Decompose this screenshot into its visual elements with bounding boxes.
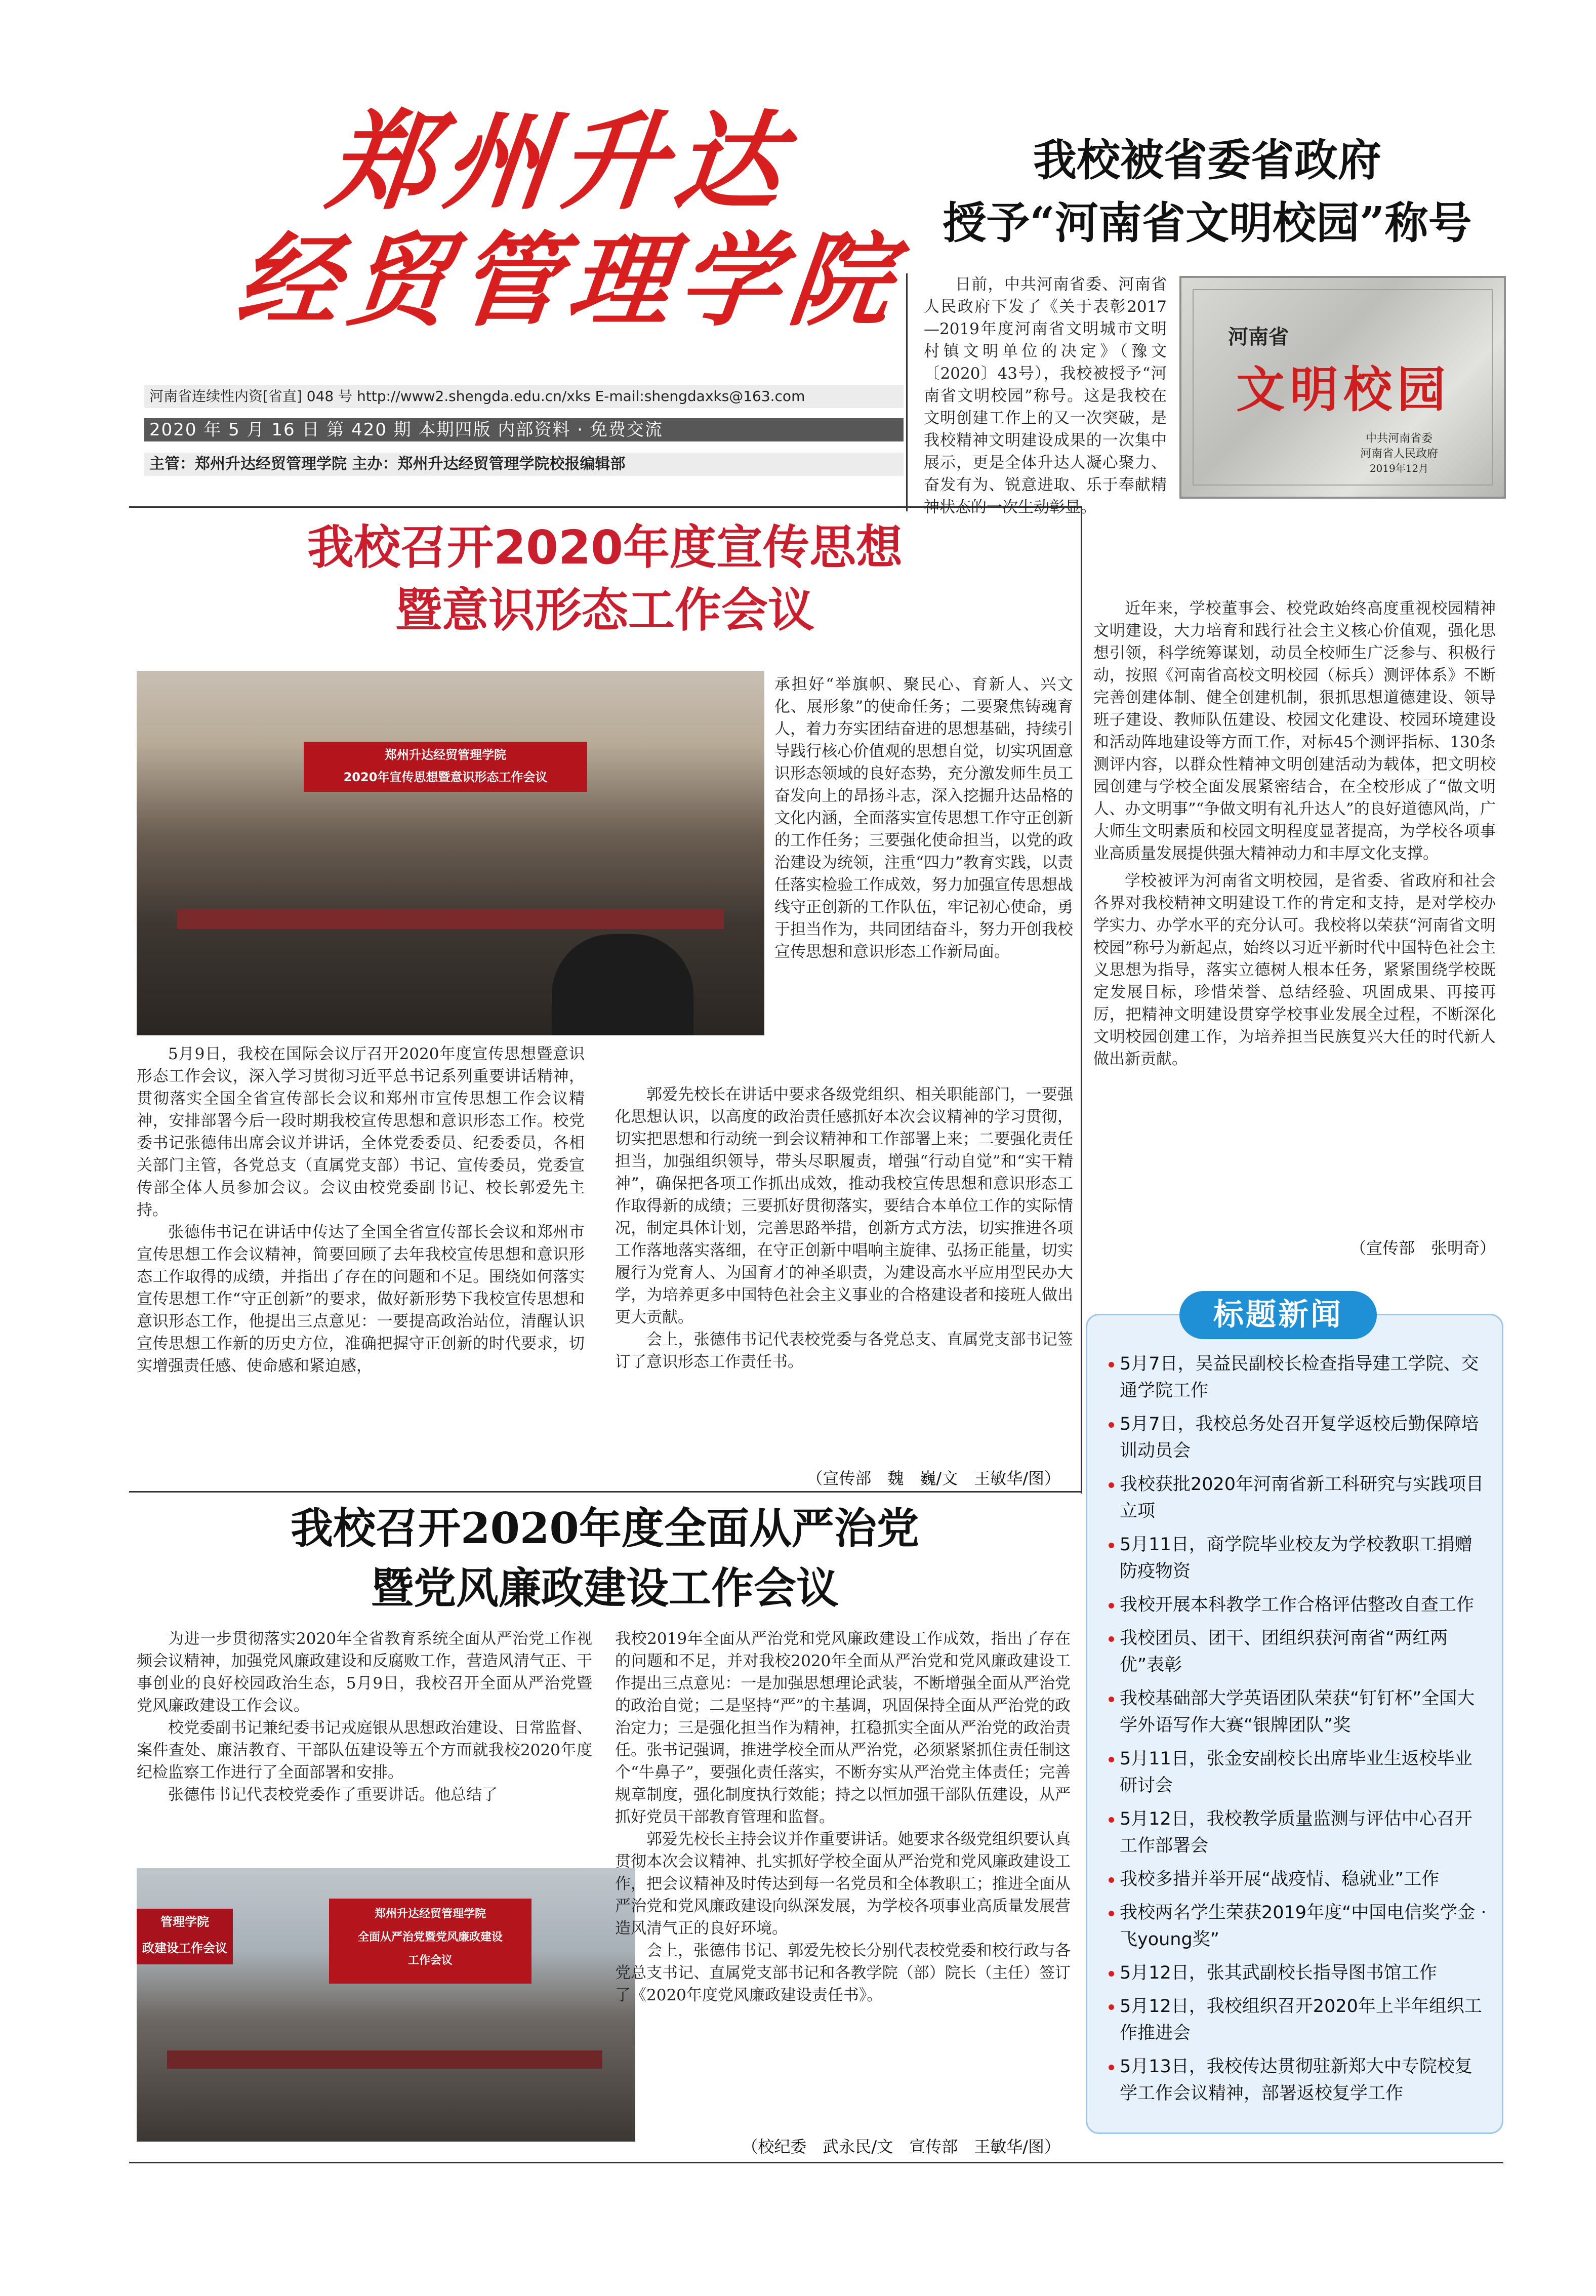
civilized-byline: （宣传部 张明奇） <box>1349 1238 1496 1258</box>
news-item[interactable]: 5月13日，我校传达贯彻驻新郑大中专院校复学工作会议精神，部署返校复学工作 <box>1109 2053 1488 2107</box>
column-vertical-rule <box>1081 506 1082 1494</box>
civilized-campus-headline <box>911 129 1503 255</box>
headline-news-list <box>1109 1351 1488 2114</box>
propaganda-right-column <box>774 673 1073 963</box>
discipline-headline-line2: 暨党风廉政建设工作会议 <box>371 1563 839 1613</box>
discipline-headline <box>137 1499 1073 1618</box>
discipline-headline-line1: 我校召开2020年度全面从严治党 <box>291 1503 919 1553</box>
propaganda-mid-paragraph-1: 郭爱先校长在讲话中要求各级党组织、相关职能部门，一要强化思想认识，以高度的政治责任感抓好本次会议精神的学习贯彻，切实把思想和行动统一到会议精神和工作部署上来；二要强化责任担当，加强组织领导，带头尽职履责，增强“行动自觉”和“实干精神”，确保把各项工作抓出成效，推动我校宣传思想和意识形态工作取得新的成绩；三要抓好贯彻落实，要结合本单位工作的实际情况，制定具体计划，完善思路举措，创新方式方法，切实推进各项工作落地落实落细，在守正创新中唱响主旋律、弘扬正能量，切实履行为党育人、为国育才的神圣职责，为建设高水平应用型民办大学，为培养更多中国特色社会主义事业的合格建设者和接班人做出更大贡献。 <box>615 1085 1073 1326</box>
news-item[interactable]: 5月7日，吴益民副校长检查指导建工学院、交通学院工作 <box>1109 1351 1488 1404</box>
discipline-right-paragraph-2: 郭爱先校长主持会议并作重要讲话。她要求各级党组织要认真贯彻本次会议精神、扎实抓好学校全面从严治党和党风廉政建设工作，把会议精神及时传达到每一名党员和全体教职工；推进全面从严治党和党风廉政建设向纵深发展，为学校各项事业高质量发展营造风清气正的良好环境。 <box>615 1830 1071 1938</box>
masthead-vertical-rule <box>906 273 908 511</box>
propaganda-headline-line2: 暨意识形态工作会议 <box>395 583 814 637</box>
propaganda-left-column <box>137 1043 585 1377</box>
discipline-left-paragraph-2: 校党委副书记兼纪委书记戎庭银从思想政治建设、日常监督、案件查处、廉洁教育、干部队伍建设等五个方面就我校2020年度纪检监察工作进行了全面部署和安排。 <box>137 1719 592 1782</box>
news-item[interactable]: 我校两名学生荣获2019年度“中国电信奖学金 · 飞young奖” <box>1109 1900 1488 1953</box>
civilized-paragraph-3: 学校被评为河南省文明校园，是省委、省政府和社会各界对我校精神文明建设工作的肯定和支持，是对学校办学实力、办学水平的充分认可。我校将以荣获“河南省文明校园”称号为新起点，始终以习近平新时代中国特色社会主义思想为指导，落实立德树人根本任务，紧紧围绕学校既定发展目标，珍惜荣誉、总结经验、巩固成果、再接再厉，把精神文明建设贯穿学校事业发展全过程，不断深化文明校园创建工作，为培养担当民族复兴大任的时代新人做出新贡献。 <box>1093 872 1496 1068</box>
publisher-bar: 主管：郑州升达经贸管理学院 主办：郑州升达经贸管理学院校报编辑部 <box>144 453 904 476</box>
discipline-left-paragraph-1: 为进一步贯彻落实2020年全省教育系统全面从严治党工作视频会议精神，加强党风廉政建设和反腐败工作，营造风清气正、干事创业的良好校园政治生态，5月9日，我校召开全面从严治党暨党风廉政建设工作会议。 <box>137 1630 592 1715</box>
propaganda-headline-line1: 我校召开2020年度宣传思想 <box>307 520 903 575</box>
propaganda-mid-paragraph-2: 会上，张德伟书记代表校党委与各党总支、直属党支部书记签订了意识形态工作责任书。 <box>615 1331 1073 1371</box>
publication-info-bar: 河南省连续性内资[省直] 048 号 http://www2.shengda.edu.cn/xks E-mail:shengdaxks@163.com <box>144 385 904 408</box>
plaque-issuer-line2: 河南省人民政府 <box>1360 448 1438 460</box>
civilized-body <box>1093 597 1496 1070</box>
discipline-meeting-photo <box>137 1868 635 2142</box>
propaganda-byline: （宣传部 魏 巍/文 王敏华/图） <box>806 1469 1060 1488</box>
discipline-banner-line3: 工作会议 <box>407 1954 453 1967</box>
news-item[interactable]: 我校开展本科教学工作合格评估整改自查工作 <box>1109 1592 1488 1619</box>
mid-horizontal-rule <box>129 1491 1081 1493</box>
plaque-date: 2019年12月 <box>1369 462 1429 474</box>
discipline-banner-line1: 郑州升达经贸管理学院 <box>374 1908 486 1920</box>
plaque-main-title: 文明校园 <box>1236 361 1451 418</box>
bottom-rule <box>129 2162 1503 2163</box>
discipline-photo-banner-left <box>137 1909 233 1964</box>
discipline-left-column <box>137 1628 592 1806</box>
discipline-banner-line2: 全面从严治党暨党风廉政建设 <box>357 1931 503 1944</box>
news-item[interactable]: 我校基础部大学英语团队荣获“钉钉杯”全国大学外语写作大赛“银牌团队”奖 <box>1109 1685 1488 1739</box>
news-item[interactable]: 5月12日，我校教学质量监测与评估中心召开工作部署会 <box>1109 1806 1488 1860</box>
discipline-right-column <box>615 1628 1071 2006</box>
propaganda-photo-banner <box>304 742 587 792</box>
propaganda-banner-line2: 2020年宣传思想暨意识形态工作会议 <box>343 770 548 784</box>
propaganda-meeting-photo <box>137 671 764 1035</box>
discipline-byline: （校纪委 武永民/文 宣传部 王敏华/图） <box>742 2137 1060 2156</box>
civilized-headline-line2: 授予“河南省文明校园”称号 <box>943 197 1472 249</box>
civilized-headline-line1: 我校被省委省政府 <box>1033 135 1381 186</box>
news-item[interactable]: 5月12日，我校组织召开2020年上半年组织工作推进会 <box>1109 1993 1488 2047</box>
propaganda-left-paragraph-1: 5月9日，我校在国际会议厅召开2020年度宣传思想暨意识形态工作会议，深入学习贯彻习近平总书记系列重要讲话精神，贯彻落实全国全省宣传部长会议和郑州市宣传思想工作会议精神，安排部署今后一段时期我校宣传思想和意识形态工作。校党委书记张德伟出席会议并讲话，全体党委委员、纪委委员，各相关部门主管，各党总支（直属党支部）书记、宣传委员，党委宣传部全体人员参加会议。会议由校党委副书记、校长郭爱先主持。 <box>137 1045 585 1219</box>
discipline-left-paragraph-3: 张德伟书记代表校党委作了重要讲话。他总结了 <box>168 1786 498 1804</box>
propaganda-left-paragraph-2: 张德伟书记在讲话中传达了全国全省宣传部长会议和郑州市宣传思想工作会议精神，简要回顾了去年我校宣传思想和意识形态工作取得的成绩，并指出了存在的问题和不足。围绕如何落实宣传思想工作“守正创新”的要求，做好新形势下我校宣传思想和意识形态工作，他提出三点意见：一要提高政治站位，清醒认识宣传思想工作新的历史方位，准确把握守正创新的时代要求，切实增强责任感、使命感和紧迫感， <box>137 1223 585 1375</box>
discipline-photo-banner <box>329 1899 531 1984</box>
news-item[interactable]: 5月12日，张其武副校长指导图书馆工作 <box>1109 1960 1488 1987</box>
foreground-attendee <box>552 934 693 1035</box>
discipline-left-banner-line1: 管理学院 <box>160 1915 209 1929</box>
plaque-issuer-line1: 中共河南省委 <box>1365 432 1433 445</box>
news-item[interactable]: 5月7日，我校总务处召开复学返校后勤保障培训动员会 <box>1109 1411 1488 1465</box>
meeting-table <box>167 2050 602 2069</box>
propaganda-right-paragraph-1: 承担好“举旗帜、聚民心、育新人、兴文化、展形象”的使命任务；二要聚焦铸魂育人，着力夯实团结奋进的思想基础，持续引导践行核心价值观的思想自觉，切实巩固意识形态领域的良好态势，充分激发师生员工奋发向上的昂扬斗志，深入挖掘升达品格的文化内涵，全面落实宣传思想工作守正创新的工作任务；三要强化使命担当，以党的政治建设为统领，注重“四力”教育实践，以责任落实检验工作成效，努力加强宣传思想战线守正创新的工作队伍，牢记初心使命，勇于担当作为，共同团结奋斗，努力开创我校宣传思想和意识形态工作新局面。 <box>774 675 1073 961</box>
news-item[interactable]: 我校团员、团干、团组织获河南省“两红两优”表彰 <box>1109 1625 1488 1679</box>
propaganda-headline <box>137 516 1073 642</box>
propaganda-banner-line1: 郑州升达经贸管理学院 <box>385 748 506 762</box>
newspaper-title-line1: 郑州升达 <box>322 99 798 224</box>
civilized-paragraph-1 <box>924 273 1167 518</box>
headline-news-title: 标题新闻 <box>1179 1291 1377 1339</box>
propaganda-middle-column <box>615 1083 1073 1373</box>
newspaper-title-line2: 经贸管理学院 <box>231 221 907 340</box>
discipline-right-paragraph-1: 我校2019年全面从严治党和党风廉政建设工作成效，指出了存在的问题和不足，并对我校2020年全面从严治党和党风廉政建设工作提出三点意见：一是加强思想理论武装，不断增强全面从严治党的政治自觉；二是坚持“严”的主基调，巩固保持全面从严治党的政治定力；三是强化担当作为精神，扛稳抓实全面从严治党的政治责任。张书记强调，推进学校全面从严治党，必须紧紧抓住责任制这个“牛鼻子”，要强化责任落实，不断夯实从严治党主体责任；完善规章制度，强化制度执行效能；持之以恒加强干部队伍建设，从严抓好党员干部教育管理和监督。 <box>615 1630 1071 1826</box>
civilized-paragraph-1-text: 日前，中共河南省委、河南省人民政府下发了《关于表彰2017—2019年度河南省文明城市文明村镇文明单位的决定》（豫文〔2020〕43号），我校被授予“河南省文明校园”称号。这是我校在文明创建工作上的又一次突破，是我校精神文明建设成果的一次集中展示，更是全体升达人凝心聚力、奋发有为、锐意进取、乐于奉献精神状态的一次生动彰显。 <box>924 275 1167 516</box>
meeting-table <box>177 909 724 929</box>
news-item[interactable]: 5月11日，张金安副校长出席毕业生返校毕业研讨会 <box>1109 1746 1488 1799</box>
news-item[interactable]: 我校多措并举开展“战疫情、稳就业”工作 <box>1109 1866 1488 1893</box>
plaque-small-title: 河南省 <box>1228 326 1289 349</box>
civilized-campus-plaque <box>1179 276 1506 499</box>
civilized-paragraph-2: 近年来，学校董事会、校党政始终高度重视校园精神文明建设，大力培育和践行社会主义核心价值观，强化思想引领，科学统筹谋划，动员全校师生广泛参与、积极行动，按照《河南省高校文明校园（标兵）测评体系》不断完善创建体制、健全创建机制，狠抓思想道德建设、领导班子建设、教师队伍建设、校园文化建设、校园环境建设和活动阵地建设等方面工作，对标45个测评指标、130条测评内容，以群众性精神文明创建活动为载体，把文明校园创建与学校全面发展紧密结合，在全校形成了“做文明人、办文明事”“争做文明有礼升达人”的良好道德风尚，广大师生文明素质和校园文明程度显著提高，为学校各项事业高质量发展提供强大精神动力和丰厚文化支撑。 <box>1093 599 1496 863</box>
news-item[interactable]: 我校获批2020年河南省新工科研究与实践项目立项 <box>1109 1471 1488 1525</box>
discipline-right-paragraph-3: 会上，张德伟书记、郭爱先校长分别代表校党委和校行政与各党总支书记、直属党支部书记和各教学院（部）院长（主任）签订了《2020年度党风廉政建设责任书》。 <box>615 1942 1071 2004</box>
issue-date-bar: 2020 年 5 月 16 日 第 420 期 本期四版 内部资料 · 免费交流 <box>144 418 904 441</box>
discipline-left-banner-line2: 政建设工作会议 <box>142 1941 227 1955</box>
news-item[interactable]: 5月11日，商学院毕业校友为学校教职工捐赠防疫物资 <box>1109 1532 1488 1585</box>
